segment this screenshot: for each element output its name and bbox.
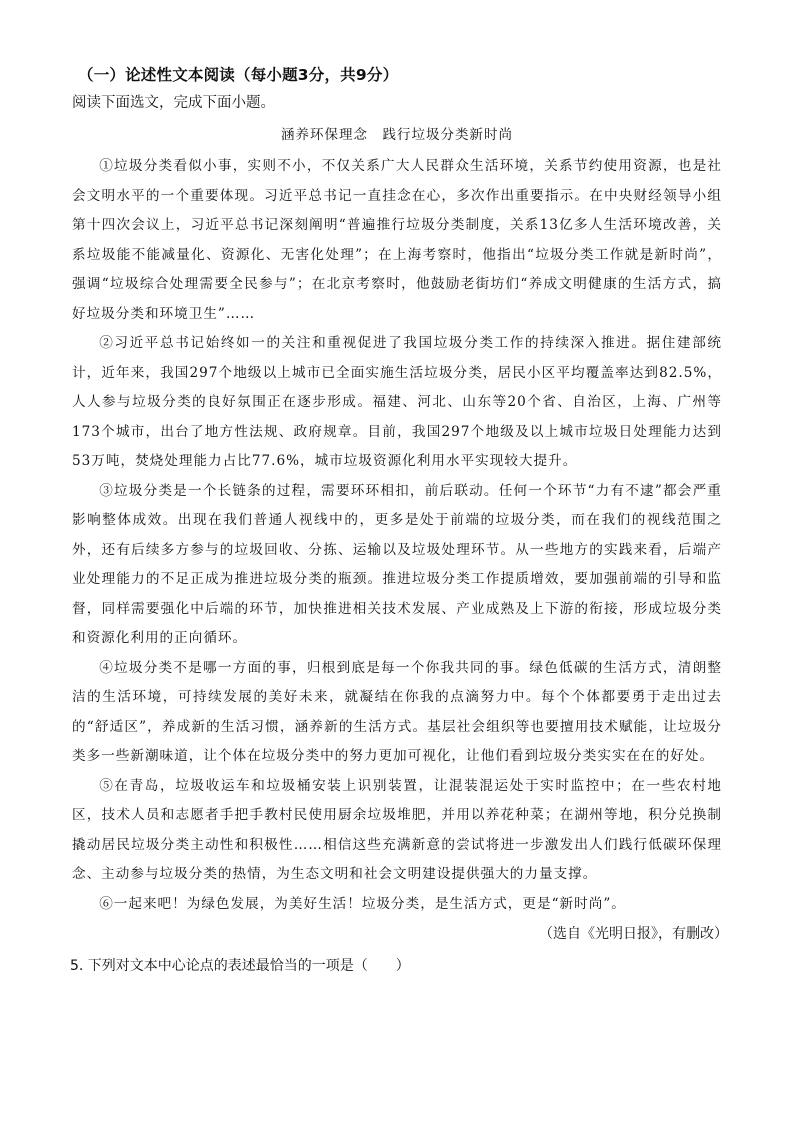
paragraph-4: ④垃圾分类不是哪一方面的事，归根到底是每一个你我共同的事。绿色低碳的生活方式，清朗整洁的生活环境，可持续发展的美好未来，就凝结在你我的点滴努力中。每个个体都要勇于走出过去的“舒适区”，养成新的生活习惯，涵养新的生活方式。基层社会组织等也要擅用技术赋能，让垃圾分类多一些新潮味道，让个体在垃圾分类中的努力更加可视化，让他们看到垃圾分类实实在在的好处。 xyxy=(72,659,722,764)
article-title: 涵养环保理念 践行垃圾分类新时尚 xyxy=(281,127,513,143)
paragraph-2: ②习近平总书记始终如一的关注和重视促进了我国垃圾分类工作的持续深入推进。据住建部统计，近年来，我国297个地级以上城市已全面实施生活垃圾分类，居民小区平均覆盖率达到82.5%，人人参与垃圾分类的良好氛围正在逐步形成。福建、河北、山东等20个省、自治区，上海、广州等173个城市，出台了地方性法规、政府规章。目前，我国297个地级及以上城市垃圾日处理能力达到53万吨，焚烧处理能力占比77.6%，城市垃圾资源化利用水平实现较大提升。 xyxy=(72,335,722,469)
paragraph-5: ⑤在青岛，垃圾收运车和垃圾桶安装上识别装置，让混装混运处于实时监控中；在一些农村地区，技术人员和志愿者手把手教村民使用厨余垃圾堆肥，并用以养花种菜；在湖州等地，积分兑换制撬动居民垃圾分类主动性和积极性……相信这些充满新意的尝试将进一步激发出人们践行低碳环保理念、主动参与垃圾分类的热情，为生态文明和社会文明建设提供强大的力量支撑。 xyxy=(72,777,722,882)
reading-instruction: 阅读下面选文，完成下面小题。 xyxy=(72,95,275,111)
question-5: 5. 下列对文本中心论点的表述最恰当的一项是（ ） xyxy=(70,958,410,974)
paragraph-1: ①垃圾分类看似小事，实则不小，不仅关系广大人民群众生活环境，关系节约使用资源，也是社会文明水平的一个重要体现。习近平总书记一直挂念在心，多次作出重要指示。在中央财经领导小组第十四次会议上，习近平总书记深刻阐明“普遍推行垃圾分类制度，关系13亿多人生活环境改善，关系垃圾能不能减量化、资源化、无害化处理”；在上海考察时，他指出“垃圾分类工作就是新时尚”，强调“垃圾综合处理需要全民参与”；在北京考察时，他鼓励老街坊们“养成文明健康的生活方式，搞好垃圾分类和环境卫生”…… xyxy=(72,158,722,322)
paragraph-6: ⑥一起来吧！为绿色发展，为美好生活！垃圾分类，是生活方式，更是“新时尚”。 xyxy=(99,895,626,912)
exam-page xyxy=(70,64,728,977)
section-title: （一）论述性文本阅读（每小题3分，共9分） xyxy=(78,66,399,84)
article-source: （选自《光明日报》，有删改） xyxy=(539,926,728,942)
paragraph-3: ③垃圾分类是一个长链条的过程，需要环环相扣，前后联动。任何一个环节“力有不逮”都会严重影响整体成效。出现在我们普通人视线中的，更多是处于前端的垃圾分类，而在我们的视线范围之外，还有后续多方参与的垃圾回收、分拣、运输以及垃圾处理环节。从一些地方的实践来看，后端产业处理能力的不足正成为推进垃圾分类的瓶颈。推进垃圾分类工作提质增效，要加强前端的引导和监督，同样需要强化中后端的环节，加快推进相关技术发展、产业成熟及上下游的衔接，形成垃圾分类和资源化利用的正向循环。 xyxy=(72,482,722,646)
